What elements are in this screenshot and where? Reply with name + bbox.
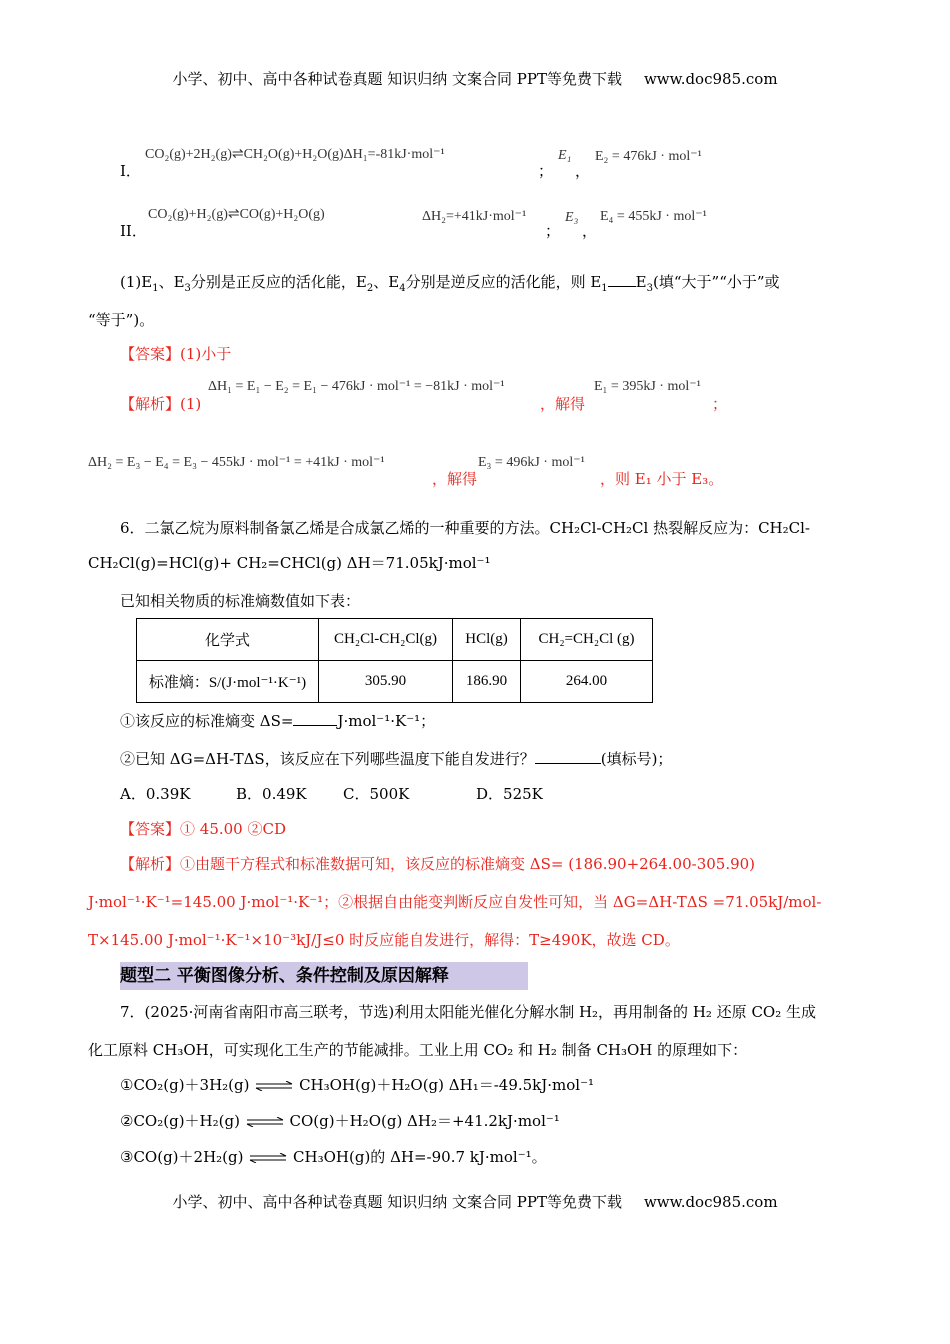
header-site[interactable]: www.doc985.com — [643, 70, 778, 88]
table-cell: 标准熵：S/(J·mol⁻¹·K⁻¹) — [137, 661, 319, 703]
q7-line1: 7．(2025·河南省南阳市高三联考，节选)利用太阳能光催化分解水制 H₂，再用制备的 H₂ 还原 CO₂ 生成 — [120, 1003, 817, 1021]
equilibrium-arrow-icon — [248, 1153, 288, 1163]
q7-reaction-3: ③CO(g)＋2H₂(g) CH₃OH(g)的 ΔH=-90.7 kJ·mol⁻¹。 — [120, 1148, 547, 1166]
eq-i-comma: ， — [575, 162, 591, 180]
table-cell: 305.90 — [319, 661, 453, 703]
q7-line2: 化工原料 CH₃OH，可实现化工生产的节能减排。工业上用 CO₂ 和 H₂ 制备 CH₃OH 的原理如下： — [88, 1041, 748, 1059]
footer-site[interactable]: www.doc985.com — [643, 1193, 778, 1211]
q6-sub1: ①该反应的标准熵变 ΔS= J·mol⁻¹·K⁻¹； — [120, 712, 436, 730]
eq-ii-dh: ΔH₂=+41kJ·mol⁻¹ — [422, 209, 527, 224]
section-title: 题型二 平衡图像分析、条件控制及原因解释 — [120, 962, 528, 990]
page-header — [0, 68, 950, 89]
eq-ii-e3: E₃ — [565, 210, 579, 225]
entropy-table — [136, 618, 653, 703]
table-header-cell: CH₂=CH₂Cl (g) — [521, 619, 653, 661]
q7-reaction-2: ②CO₂(g)＋H₂(g) CO(g)＋H₂O(g) ΔH₂＝+41.2kJ·mol⁻¹ — [120, 1112, 560, 1130]
table-header-cell: 化学式 — [137, 619, 319, 661]
q6-option-b: B．0.49K — [236, 785, 307, 803]
q6-analysis-3: T×145.00 J·mol⁻¹·K⁻¹×10⁻³kJ/J≤0 时反应能自发进行，解得：T≥490K，故选 CD。 — [88, 931, 680, 949]
q1-solve2: ，解得 — [432, 470, 478, 488]
eq-ii-label: II． — [120, 222, 147, 240]
table-header-cell: CH₂Cl-CH₂Cl(g) — [319, 619, 453, 661]
footer-text: 小学、初中、高中各种试卷真题 知识归纳 文案合同 PPT等免费下载 — [172, 1193, 622, 1211]
q6-analysis-2: J·mol⁻¹·K⁻¹=145.00 J·mol⁻¹·K⁻¹；②根据自由能变判断反应自发性可知，当 ΔG=ΔH-TΔS =71.05kJ/mol- — [88, 893, 822, 911]
q6-line2: CH₂Cl(g)=HCl(g)+ CH₂=CHCl(g) ΔH＝71.05kJ·mol⁻¹ — [88, 554, 491, 572]
eq-ii-comma: ， — [582, 222, 598, 240]
q6-line1: 6．二氯乙烷为原料制备氯乙烯是合成氯乙烯的一种重要的方法。CH₂Cl-CH₂Cl 热裂解反应为：CH₂Cl- — [120, 519, 810, 537]
q6-option-d: D．525K — [476, 785, 543, 803]
q1-result2: E₃ = 496kJ · mol⁻¹ — [478, 455, 585, 470]
equilibrium-arrow-icon — [245, 1117, 285, 1127]
q6-option-a: A．0.39K — [120, 785, 191, 803]
q1-formula1: ΔH₁ = E₁ − E₂ = E₁ − 476kJ · mol⁻¹ = −81kJ · mol⁻¹ — [208, 379, 505, 394]
q1-result1: E₁ = 395kJ · mol⁻¹ — [594, 379, 701, 394]
eq-i-e1: E₁ — [558, 148, 572, 163]
table-cell: 186.90 — [453, 661, 521, 703]
eq-i-sep: ； — [538, 162, 554, 180]
table-row — [137, 619, 653, 661]
table-header-cell: HCl(g) — [453, 619, 521, 661]
q1-formula2: ΔH₂ = E₃ − E₄ = E₃ − 455kJ · mol⁻¹ = +41kJ · mol⁻¹ — [88, 455, 385, 470]
q1-semi: ； — [712, 395, 728, 413]
eq-ii-e4: E₄ = 455kJ · mol⁻¹ — [600, 209, 707, 224]
eq-i-reaction: CO₂(g)+2H₂(g)⇌CH₂O(g)+H₂O(g)ΔH₁=-81kJ·mol⁻¹ — [145, 147, 445, 162]
q6-line3: 已知相关物质的标准熵数值如下表： — [120, 592, 361, 610]
table-row — [137, 661, 653, 703]
eq-ii-reaction: CO₂(g)+H₂(g)⇌CO(g)+H₂O(g) — [148, 207, 325, 222]
q1-conclusion: ，则 E₁ 小于 E₃。 — [600, 470, 724, 488]
equilibrium-arrow-icon — [254, 1081, 294, 1091]
q7-reaction-1: ①CO₂(g)＋3H₂(g) CH₃OH(g)＋H₂O(g) ΔH₁＝-49.5kJ·mol⁻¹ — [120, 1076, 595, 1094]
q1-analysis-tag: 【解析】(1) — [120, 395, 202, 413]
q1-line2: “等于”)。 — [88, 311, 155, 329]
q1-solve1: ，解得 — [540, 395, 586, 413]
q6-sub2: ②已知 ΔG=ΔH-TΔS，该反应在下列哪些温度下能自发进行？ (填标号)； — [120, 750, 673, 768]
eq-i-label: I． — [120, 162, 141, 180]
table-cell: 264.00 — [521, 661, 653, 703]
eq-i-e2: E₂ = 476kJ · mol⁻¹ — [595, 149, 702, 164]
q6-blank-2[interactable] — [535, 751, 601, 764]
q6-answer: 【答案】① 45.00 ②CD — [120, 820, 286, 838]
header-text: 小学、初中、高中各种试卷真题 知识归纳 文案合同 PPT等免费下载 — [172, 70, 622, 88]
eq-ii-sep: ； — [545, 222, 561, 240]
q6-blank-1[interactable] — [293, 713, 337, 726]
q1-blank[interactable] — [608, 274, 636, 287]
page-footer — [0, 1191, 950, 1212]
q6-option-c: C．500K — [343, 785, 410, 803]
q1-line1: $(1)E_1$、$E_3$分别是正反应的活化能，$E_2$、$E_4$分别是逆反应的活化能，则 $E_1$ $E_3$(填“大于”“小于”或 — [120, 273, 780, 294]
q6-analysis-1: 【解析】①由题干方程式和标准数据可知，该反应的标准熵变 ΔS= (186.90+264.00-305.90) — [120, 855, 756, 873]
q1-answer: 【答案】(1)小于 — [120, 345, 232, 363]
